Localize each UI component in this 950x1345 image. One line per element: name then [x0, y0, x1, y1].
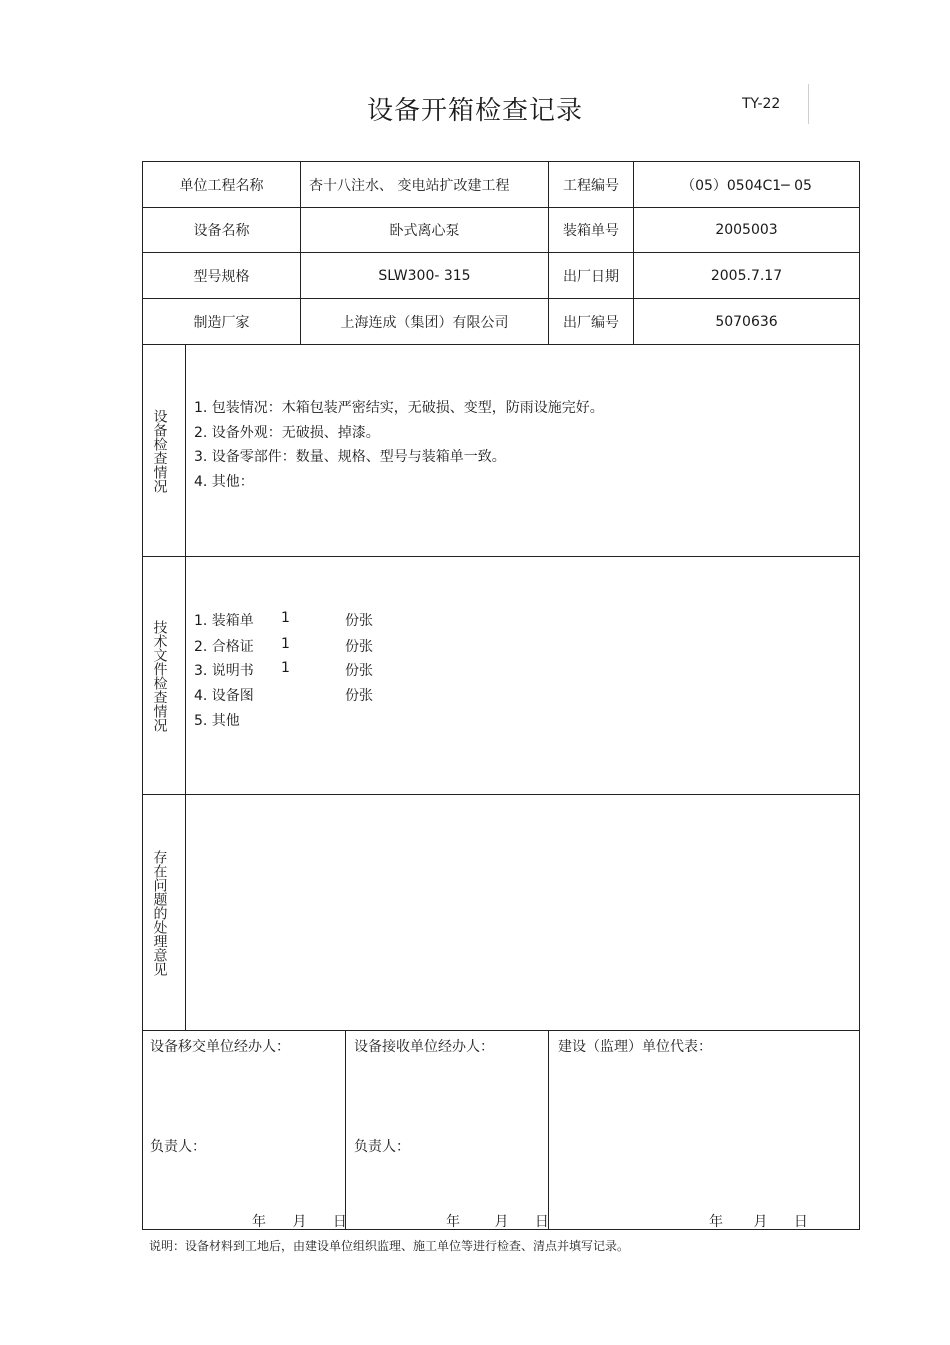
- inspection-item: 1. 包装情况：木箱包装严密结实，无破损、变型，防雨设施完好。: [194, 400, 604, 416]
- document-name: 4. 设备图: [194, 688, 254, 704]
- year-label: 年: [709, 1214, 723, 1230]
- inspection-item: 4. 其他：: [194, 474, 254, 490]
- document-name: 3. 说明书: [194, 663, 254, 679]
- serial-no-value: 5070636: [715, 313, 778, 330]
- mfg-date-label: 出厂日期: [563, 268, 619, 285]
- page-title: 设备开箱检查记录: [366, 96, 583, 126]
- inspection-item: 2. 设备外观：无破损、掉漆。: [194, 425, 380, 441]
- document-unit: 份张: [345, 639, 373, 655]
- project-no-value: （05）0504C1─ 05: [681, 177, 812, 194]
- model-label: 型号规格: [193, 268, 250, 285]
- header-divider: [808, 84, 809, 124]
- receiver-signer-label: 设备接收单位经办人：: [354, 1039, 494, 1055]
- month-label: 月: [494, 1214, 509, 1230]
- packing-no-value: 2005003: [715, 222, 778, 238]
- equipment-name-value: 卧式离心泵: [389, 223, 460, 239]
- footer-note: 说明：设备材料到工地后，由建设单位组织监理、施工单位等进行检查、清点并填写记录。: [149, 1239, 630, 1253]
- month-label: 月: [292, 1214, 307, 1230]
- issues-label: 存在问题的处理意见: [151, 849, 168, 976]
- documents-label: 技术文件检查情况: [151, 619, 168, 732]
- document-name: 1. 装箱单: [194, 613, 254, 629]
- mfg-date-value: 2005.7.17: [710, 267, 783, 284]
- issues-content-area: [186, 795, 859, 1030]
- serial-no-label: 出厂编号: [563, 314, 619, 331]
- form-code: TY-22: [742, 96, 781, 112]
- document-count: 1: [281, 660, 290, 676]
- owner-representative-label: 建设（监理）单位代表：: [558, 1039, 712, 1055]
- responsible-label: 负责人：: [150, 1139, 206, 1155]
- document-name: 2. 合格证: [194, 639, 254, 655]
- equipment-name-label: 设备名称: [193, 223, 250, 239]
- manufacturer-value: 上海连成（集团）有限公司: [340, 314, 509, 331]
- inspection-label: 设备检查情况: [151, 408, 168, 493]
- document-unit: 份张: [345, 688, 373, 704]
- inspection-item: 3. 设备零部件：数量、规格、型号与装箱单一致。: [194, 449, 506, 465]
- project-name-label: 单位工程名称: [179, 177, 264, 194]
- year-label: 年: [446, 1214, 460, 1230]
- year-label: 年: [252, 1214, 266, 1230]
- document-unit: 份张: [345, 613, 373, 629]
- day-label: 日: [793, 1214, 808, 1230]
- date-line: [252, 1211, 347, 1231]
- document-count: 1: [281, 636, 290, 652]
- document-count: 1: [281, 610, 290, 626]
- date-line: [446, 1211, 549, 1231]
- responsible-label: 负责人：: [354, 1139, 410, 1155]
- project-name-value: 杏十八注水、 变电站扩改建工程: [309, 177, 510, 194]
- day-label: 日: [534, 1214, 549, 1230]
- document-unit: 份张: [345, 663, 373, 679]
- handover-signer-label: 设备移交单位经办人：: [150, 1039, 290, 1055]
- date-line: [709, 1211, 808, 1231]
- month-label: 月: [753, 1214, 768, 1230]
- day-label: 日: [332, 1214, 347, 1230]
- manufacturer-label: 制造厂家: [193, 314, 250, 331]
- packing-no-label: 装箱单号: [563, 223, 619, 239]
- model-value: SLW300- 315: [378, 267, 471, 284]
- project-no-label: 工程编号: [563, 177, 619, 194]
- document-name: 5. 其他: [194, 713, 240, 729]
